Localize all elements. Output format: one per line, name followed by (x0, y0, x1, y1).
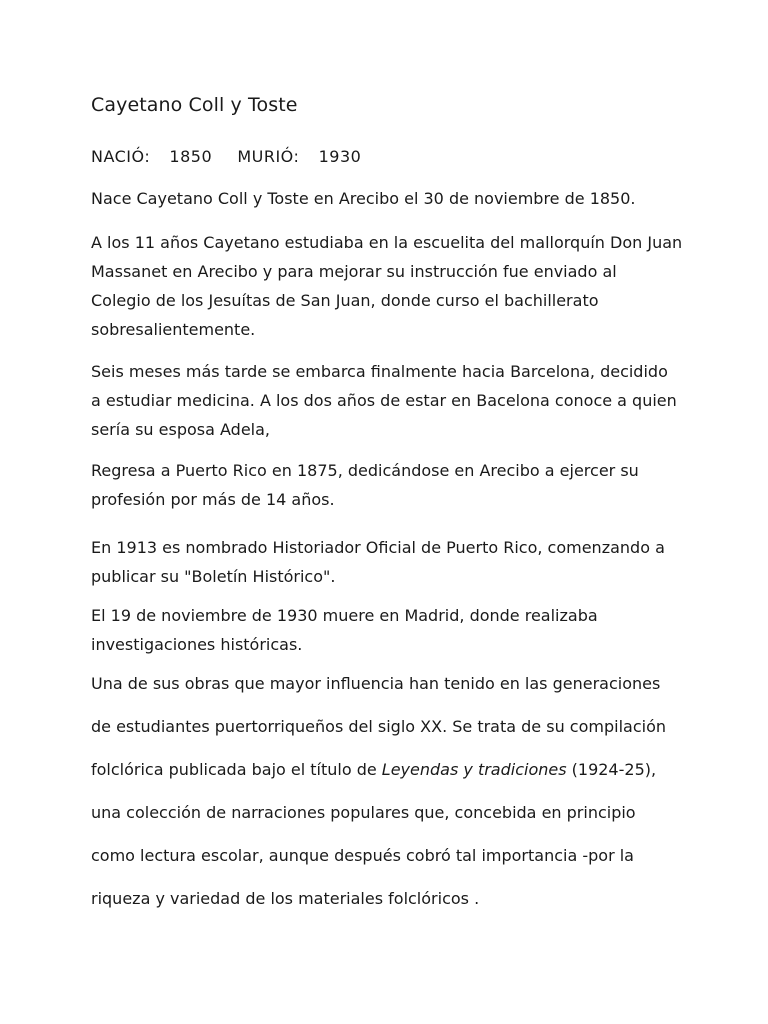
born-label: NACIÓ: (91, 147, 151, 166)
born-year: 1850 (169, 147, 213, 166)
paragraph-line: En 1913 es nombrado Historiador Oficial de Puerto Rico, comenzando a (91, 538, 665, 557)
text-segment: folclórica publicada bajo el título de (91, 760, 382, 779)
paragraph-line: Seis meses más tarde se embarca finalmente hacia Barcelona, decidido (91, 362, 668, 381)
paragraph-line: una colección de narraciones populares que, concebida en principio (91, 803, 636, 822)
text-segment: (1924-25), (566, 760, 657, 779)
paragraph-line: Nace Cayetano Coll y Toste en Arecibo el 30 de noviembre de 1850. (91, 189, 636, 208)
paragraph-birth (91, 184, 636, 213)
paragraph-line: de estudiantes puertorriqueños del siglo XX. Se trata de su compilación (91, 717, 666, 736)
died-label: MURIÓ: (237, 147, 300, 166)
paragraph-historian (91, 533, 665, 591)
paragraph-line: a estudiar medicina. A los dos años de estar en Bacelona conoce a quien (91, 391, 677, 410)
book-title: Leyendas y tradiciones (381, 760, 567, 779)
died-year: 1930 (318, 147, 362, 166)
paragraph-line: publicar su "Boletín Histórico". (91, 567, 336, 586)
paragraph-line: Una de sus obras que mayor influencia han tenido en las generaciones (91, 674, 661, 693)
paragraph-line: sería su esposa Adela, (91, 420, 271, 439)
paragraph-line: riqueza y variedad de los materiales folclóricos . (91, 889, 480, 908)
paragraph-line: como lectura escolar, aunque después cobró tal importancia -por la (91, 846, 634, 865)
paragraph-line: Colegio de los Jesuítas de San Juan, donde curso el bachillerato (91, 291, 599, 310)
paragraph-works (91, 662, 666, 920)
paragraph-barcelona (91, 357, 677, 444)
paragraph-line: A los 11 años Cayetano estudiaba en la escuelita del mallorquín Don Juan (91, 233, 683, 252)
paragraph-line: investigaciones históricas. (91, 635, 303, 654)
paragraph-line-with-title (91, 748, 666, 791)
life-dates (91, 147, 361, 166)
paragraph-line: Regresa a Puerto Rico en 1875, dedicándose en Arecibo a ejercer su (91, 461, 639, 480)
paragraph-line: sobresalientemente. (91, 320, 256, 339)
paragraph-line: Massanet en Arecibo y para mejorar su instrucción fue enviado al (91, 262, 617, 281)
page-title: Cayetano Coll y Toste (91, 94, 298, 116)
paragraph-line: El 19 de noviembre de 1930 muere en Madrid, donde realizaba (91, 606, 598, 625)
paragraph-death (91, 601, 598, 659)
paragraph-line: profesión por más de 14 años. (91, 490, 335, 509)
paragraph-return (91, 456, 639, 514)
paragraph-education (91, 228, 682, 344)
